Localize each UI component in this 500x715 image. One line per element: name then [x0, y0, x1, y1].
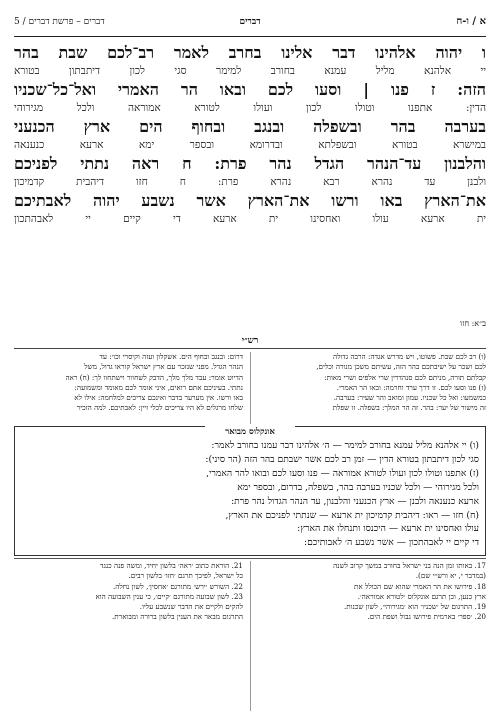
torah-line: ו יהוה אלהינו דבר אלינו בחרב לאמר רב־לכם שבת בהר — [14, 43, 486, 62]
rashi-line: באו ורשו. אין מערער בדבר ואינכם צריכים למלחמה: אילו לא — [74, 393, 243, 403]
rashi-line: הדיוט אומר: עבד מלך מלך, הדבק לשחוור וישתחוו לך: (ח) ראה — [65, 372, 243, 382]
footnote-line: 23. לשון שבועה מתורגם ׳קיים׳, כי ענין השבועה הוא — [95, 591, 243, 601]
torah-line: והלבנון עד־הנהר הגדל נהר פרת: ח ראה נתתי לפניכם — [14, 154, 486, 173]
footnote-line: להקים ולקיים את הדבר שנשבע עליו. — [139, 602, 243, 612]
onkelos-box — [14, 426, 486, 556]
rashi-line: כמשמעו: ואל כל שכניו. עמון ומואב והר שעיר: בערבה. — [333, 393, 486, 403]
torah-text — [14, 42, 486, 227]
rashi-line: (ז) פנו וסעו לכם. זו דרך ערד וחרמה: ובאו הר האמרי. — [336, 382, 486, 392]
footnotes — [14, 561, 486, 711]
onkelos-line: די קיים יי לאבהתכון — אשר נשבע ה׳ לאבותיכם: — [304, 537, 479, 549]
page-number: א / ו-ח — [456, 16, 486, 27]
targum-line: יי אלהנא מליל עמנא בחורב למימר סגי לכון דיתבתון בטורא — [14, 65, 486, 77]
footnote-line: התרגום מבאר את הענין בלשון ברורה ומבוארת. — [112, 612, 243, 622]
footnote-line: 18. פירושו את הר האמרי שהוא שם הכולל את — [353, 581, 486, 591]
onkelos-line: עולו ואחסינו ית ארעא — היכנסו ותנחלו את הארץ: — [297, 523, 479, 535]
footnote-line: 21. הוראת כתוב ׳ראה׳ בלשון יחיד, ומשה פנה כנגד — [99, 561, 243, 570]
footnote-line: ארץ כנען, וכן תרגם אונקלוס ׳לטורא אמוראה׳. — [357, 591, 486, 601]
onkelos-body — [21, 439, 479, 551]
onkelos-line: סגי לכון דיתבתון בטורא הדין — זמן רב לכם אשר ישבתם בהר הזה (הר סיני): — [205, 453, 479, 465]
rashi-title: רש״י — [241, 336, 259, 346]
page-header — [14, 6, 486, 37]
targum-line: ולבנן עד נהרא רבא נהרא פרת: ח חזו דיהבית קדמיכון — [14, 176, 486, 188]
rashi-line: נתתי. בעיניכם אתם רואים, איני אומר לכם מאומד ומשמועה: — [74, 382, 243, 392]
torah-line: בערבה בהר ובשפלה ובנגב ובחוף הים ארץ הכנעני — [14, 117, 486, 136]
onkelos-line: (ו) יי אלהנא מליל עמנא בחורב למימר — ה׳ אלהינו דבר עמנו בחורב לאמר: — [211, 440, 479, 451]
rashi-line: הנהר הגדל. מפני שנזכר עם ארץ ישראל קוראו גדול, משל — [84, 362, 243, 372]
footnote-line: כל ישראל, לפיכך תרגם ׳חזו׳ בלשון רבים. — [128, 571, 243, 581]
onkelos-line: ארעא כנענאה ולבנן — ארץ הכנעני והלבנון, עד הנהר הגדול נהר פרת: — [231, 495, 479, 507]
rashi-commentary — [14, 352, 486, 424]
variant-note: ב״א: חזו — [460, 319, 486, 328]
onkelos-title: אונקלוס מבואר — [205, 426, 295, 437]
onkelos-line: (ח) חזו — ראו: דיהבית קדמיכון ית ארעא — שנתתי לפניכם את הארץ, — [225, 509, 479, 521]
targum-line: הדין: אתפנו וטולו לכון ועולו לטורא אמוראה ולכל מגירוהי — [14, 102, 486, 114]
rashi-line: קבלתם תורה, מניתם לכם סנהדרין שרי אלפים ושרי מאות: — [324, 372, 486, 382]
rashi-line: שלחו מרגלים לא היו צריכים לכלי זיין: לאבתיכם. למה הזכיר — [76, 403, 243, 413]
rashi-line: לכם ושכר על ישיבתכם בהר הזה, עשיתם משכן מנורה וכלים, — [316, 362, 486, 372]
book-title: דברים — [239, 17, 261, 27]
rashi-line: דרום: ובנגב ובחוף הים. אשקלון ועזה וקיסרי וכו׳: עד — [99, 352, 243, 361]
footnote-line: 19. התרגום של ׳שכניו׳ הוא ׳מגירוהי׳, לשון שכנות. — [344, 602, 486, 612]
footnote-line: (במדבר י, יא ורש״י שם). — [415, 571, 486, 581]
torah-line: את־הארץ באו ורשו את־הארץ אשר נשבע יהוה לאבתיכם — [14, 191, 486, 210]
footnote-line: 22. השורש ׳ירש׳ מתורגם ׳אחסין׳, לשון נחלה. — [113, 581, 243, 591]
targum-line: במישרא בטורא ובשפלתא ובדרומא ובספר ימא ארעא כנענאה — [14, 139, 486, 151]
torah-line: הזה: ז פנו | וסעו לכם ובאו הר האמרי ואל־כל־שכניו — [14, 80, 486, 99]
rashi-line: (ו) רב לכם שבת. פשוטו, ויש מדרש אגדה: הרבה גדולה — [332, 352, 486, 361]
onkelos-line: (ז) אתפנו וטולו לכון ועולו לטורא אמוראה — פנו וסעו לכם ובואו להר האמרי, — [206, 467, 479, 479]
divider — [14, 348, 486, 349]
parasha-title: דברים – פרשת דברים / 5 — [14, 17, 105, 27]
divider — [14, 558, 486, 559]
targum-line: ית ארעא עולו ואחסינו ית ארעא די קיים יי לאבהתכון — [14, 213, 486, 225]
footnote-line: 20. ׳ספר׳ בארמית פירושו גבול ושפת הים. — [367, 612, 486, 622]
onkelos-line: ולכל מגירוהי — ולכל שכניו בערבה בהר, בשפלה, בדרום, ובספר ימא — [237, 481, 479, 493]
footnote-line: 17. באותו זמן הנה בני ישראל בחורב במשך קרוב לשנה — [333, 561, 486, 570]
rashi-line: זה מישור של יער: בהר. זה הר המלך: בשפלה. זו שפלת — [332, 403, 486, 413]
